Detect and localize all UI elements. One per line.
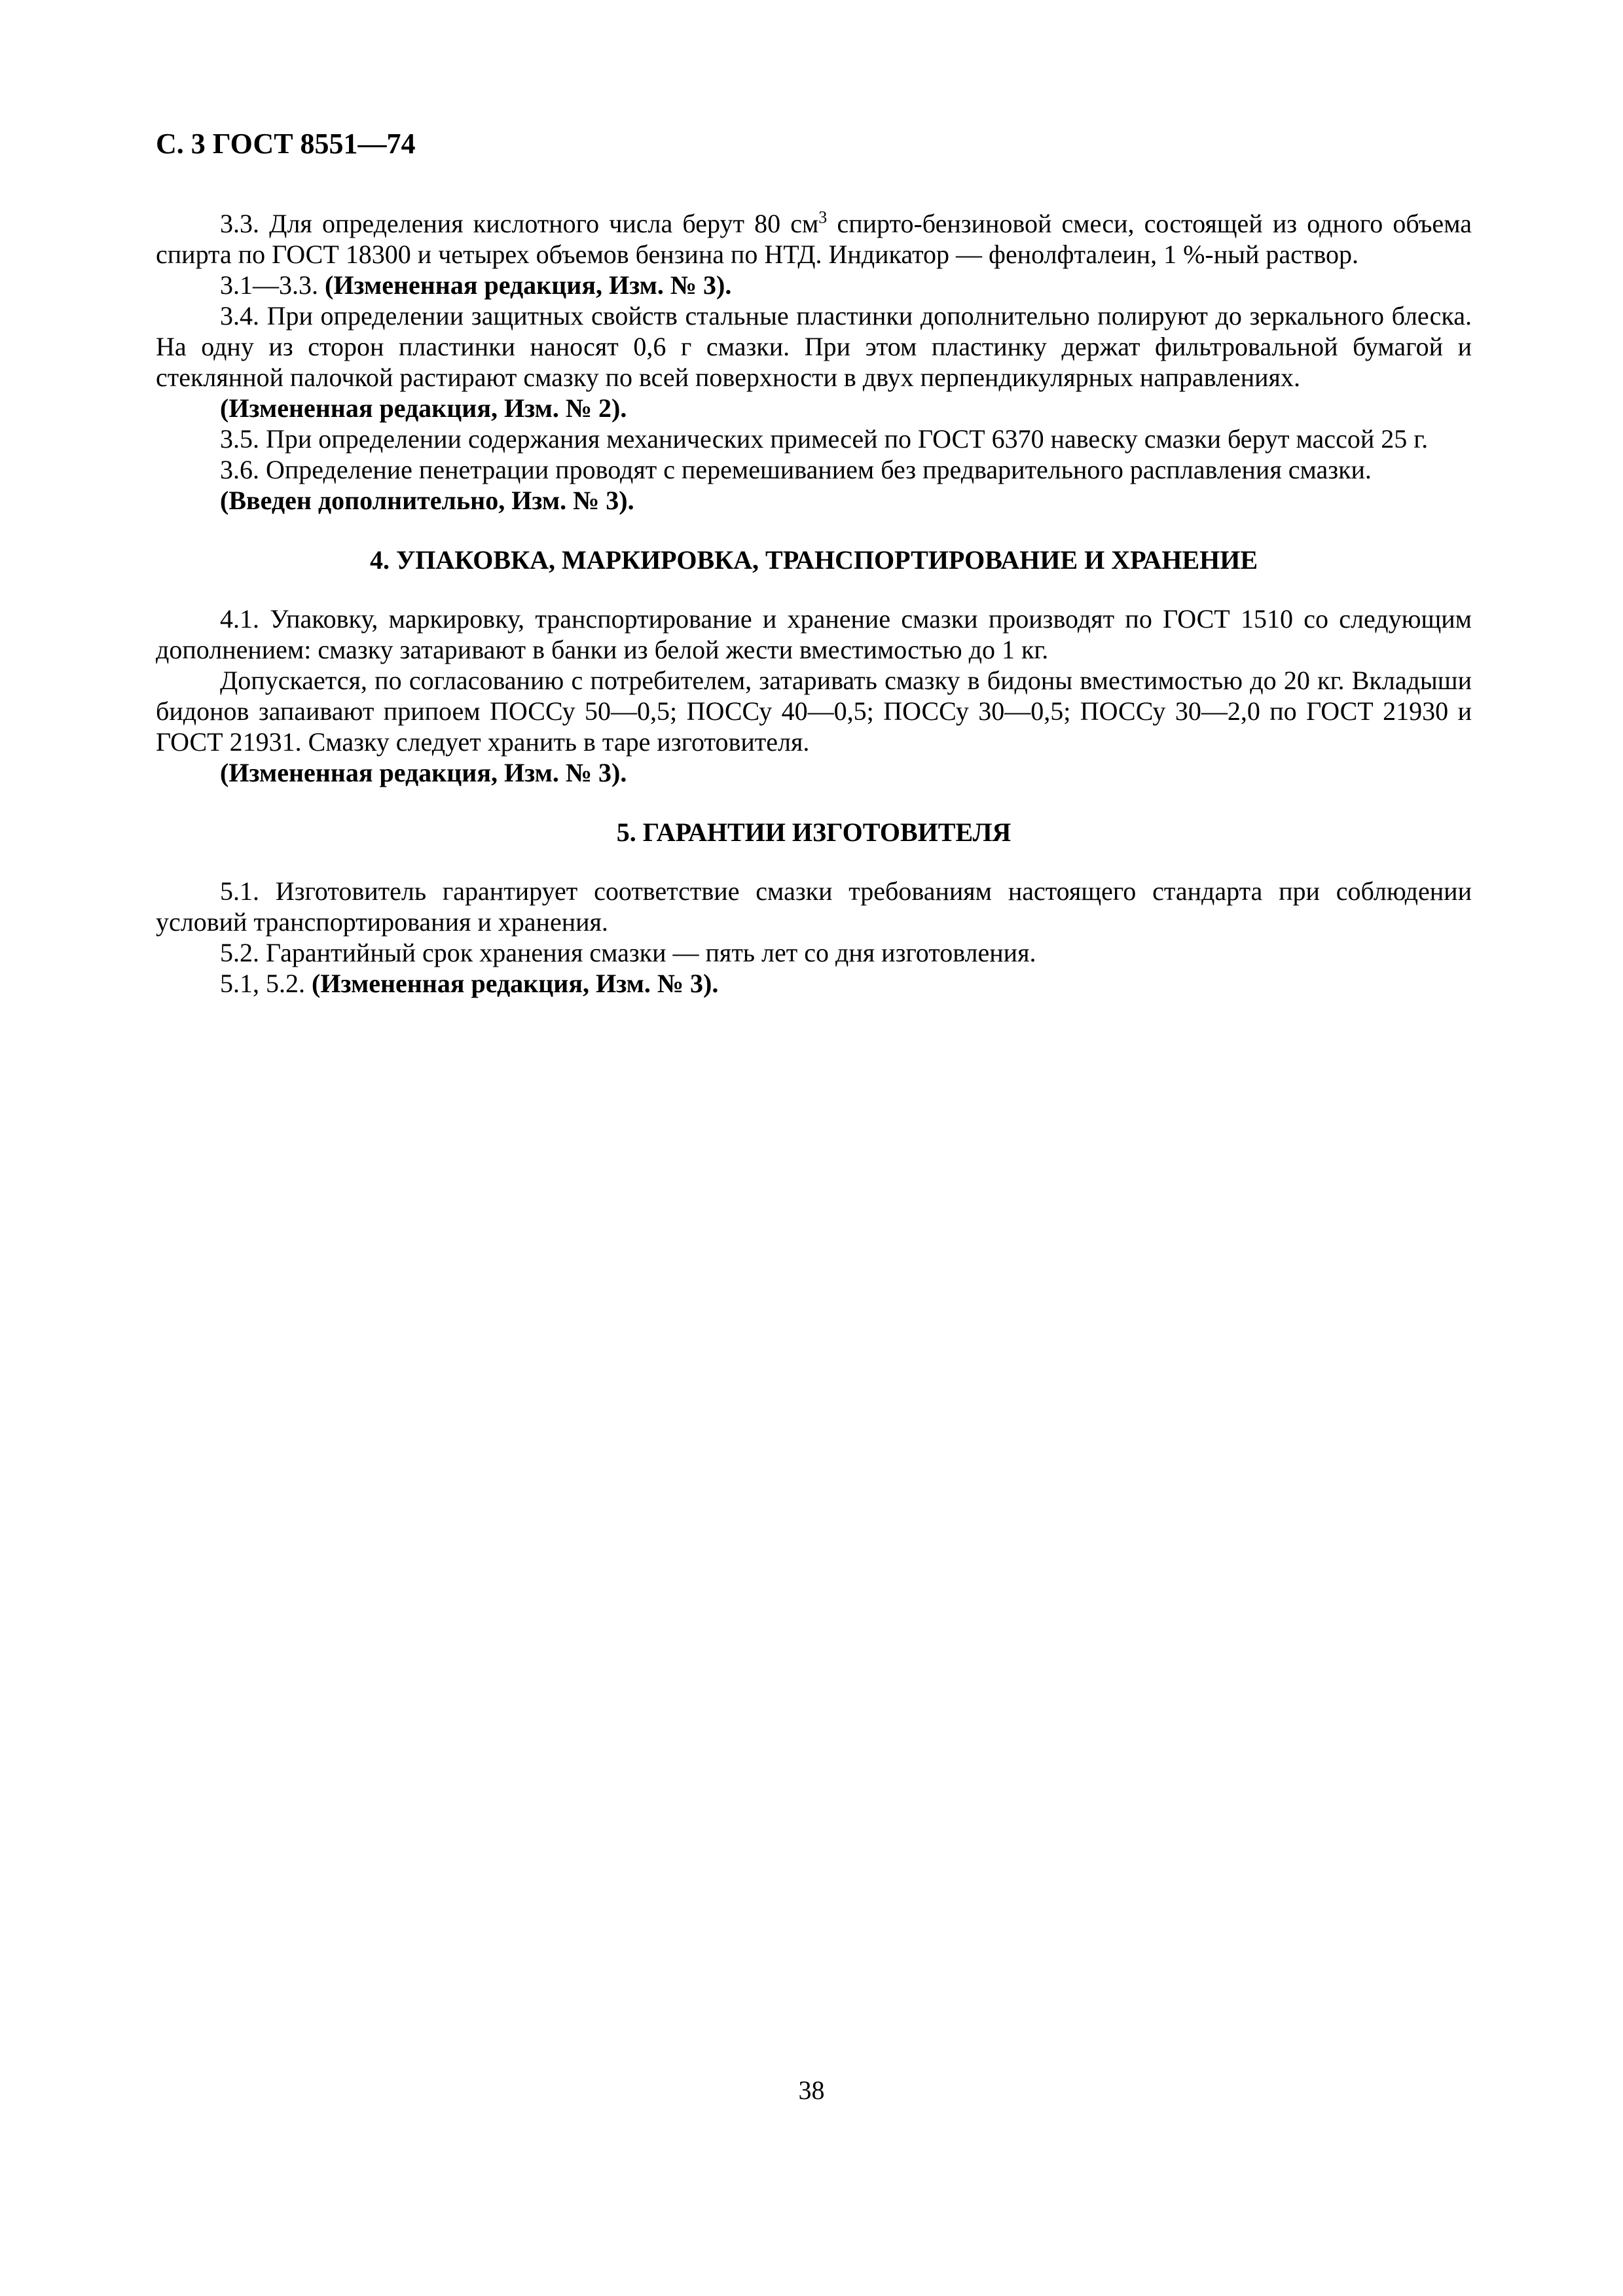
document-body [156, 208, 1472, 999]
amendment-note-4-1 [156, 757, 1472, 788]
amendment-text: (Измененная редакция, Изм. № 2). [220, 393, 627, 423]
paragraph-3-4: 3.4. При определении защитных свойств стальные пластинки дополнительно полируют до зеркального блеска. На одну из сторон пластинки наносят 0,6 г смазки. При этом пластинку держат фильтровальной бумагой и стеклянной палочкой растирают смазку по всей поверхности в двух перпендикулярных направлениях. [156, 301, 1472, 392]
page-number: 38 [798, 2075, 825, 2105]
section-title-4: 4. УПАКОВКА, МАРКИРОВКА, ТРАНСПОРТИРОВАНИЕ И ХРАНЕНИЕ [369, 545, 1258, 575]
section-title-5: 5. ГАРАНТИИ ИЗГОТОВИТЕЛЯ [616, 817, 1012, 847]
amendment-note-5 [156, 968, 1472, 999]
amendment-note-3-4 [156, 393, 1472, 423]
paragraph-3-3-text-cont: спирто-бензиновой смеси, состоящей из одного объема спирта по ГОСТ 18300 и четырех объемов бензина по НТД. Индикатор — фенолфталеин, 1 %-ный раствор. [156, 209, 1472, 269]
amendment-text: (Введен дополнительно, Изм. № 3). [220, 486, 634, 515]
page-header: С. 3 ГОСТ 8551—74 [156, 128, 416, 160]
paragraph-5-2: 5.2. Гарантийный срок хранения смазки — пять лет со дня изготовления. [220, 938, 1036, 967]
amendment-ref: 3.1—3.3. [220, 270, 325, 300]
paragraph-5-1: 5.1. Изготовитель гарантирует соответствие смазки требованиям настоящего стандарта при соблюдении условий транспортирования и хранения. [156, 876, 1472, 937]
paragraph-3-5: 3.5. При определении содержания механических примесей по ГОСТ 6370 навеску смазки берут массой 25 г. [220, 424, 1429, 454]
amendment-note-3-6 [156, 485, 1472, 516]
amendment-note-3-1-3-3 [156, 270, 1472, 300]
paragraph-3-3 [156, 208, 1472, 270]
paragraph-4-1: 4.1. Упаковку, маркировку, транспортирование и хранение смазки производят по ГОСТ 1510 со следующим дополнением: смазку затаривают в банки из белой жести вместимостью до 1 кг. [156, 604, 1472, 664]
amendment-ref: 5.1, 5.2. [220, 969, 312, 998]
superscript-3: 3 [818, 207, 828, 227]
amendment-text: (Измененная редакция, Изм. № 3). [220, 758, 627, 787]
paragraph-4-1-continued: Допускается, по согласованию с потребителем, затаривать смазку в бидоны вместимостью до 20 кг. Вкладыши бидонов запаивают припоем ПОССу 50—0,5; ПОССу 40—0,5; ПОССу 30—0,5; ПОССу 30—2,0 по ГОСТ 21930 и ГОСТ 21931. Смазку следует хранить в таре изготовителя. [156, 666, 1472, 757]
paragraph-3-3-text: 3.3. Для определения кислотного числа берут 80 см [220, 209, 819, 238]
amendment-text: (Измененная редакция, Изм. № 3). [325, 270, 732, 300]
amendment-text: (Измененная редакция, Изм. № 3). [312, 969, 719, 998]
paragraph-3-6: 3.6. Определение пенетрации проводят с перемешиванием без предварительного расплавления смазки. [220, 455, 1372, 484]
